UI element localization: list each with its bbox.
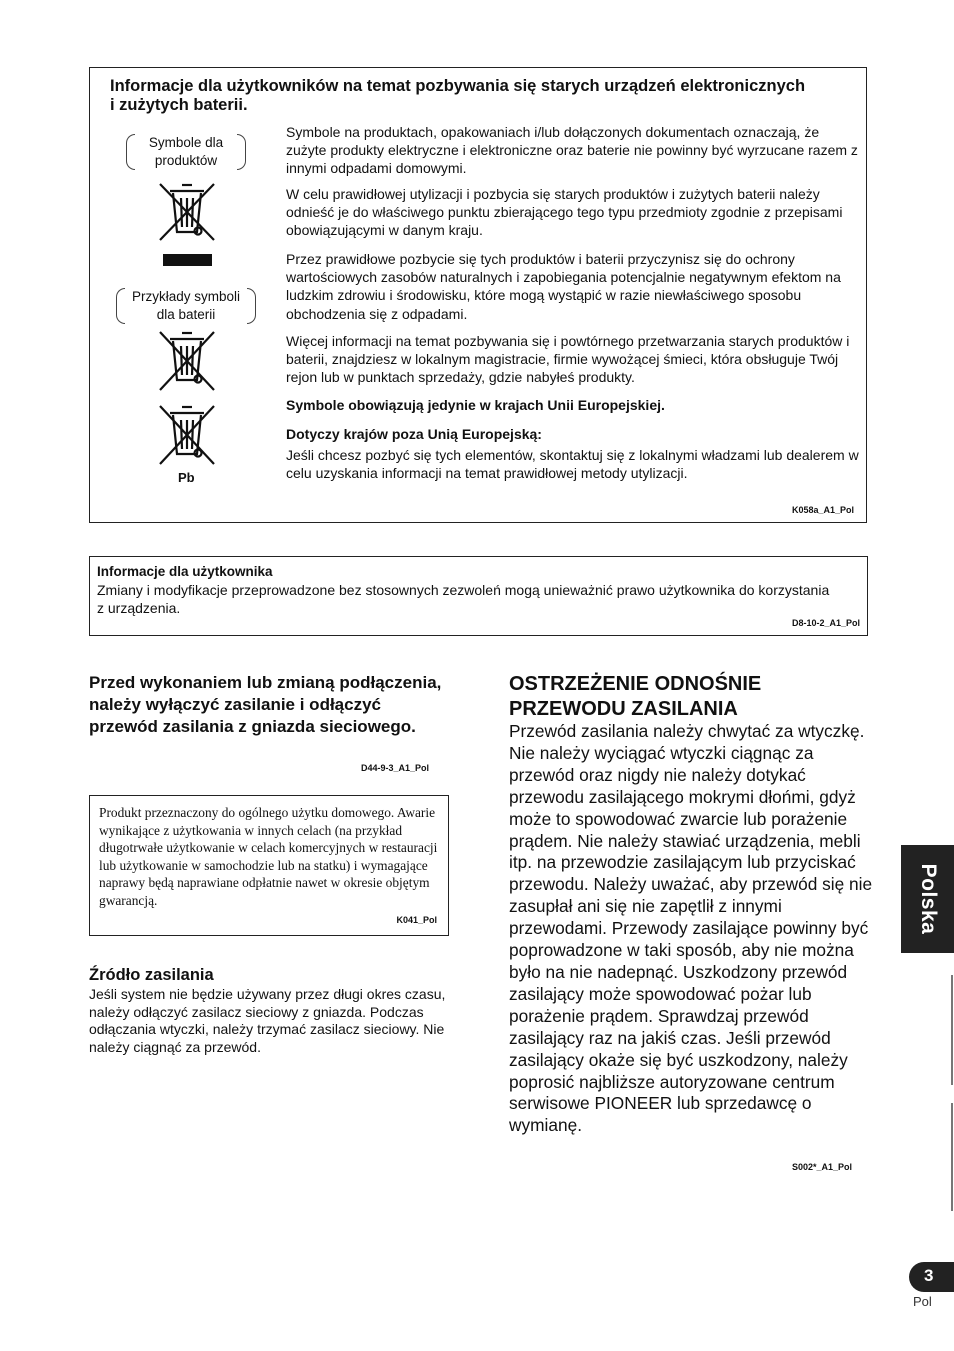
- reference-code: S002*_A1_Pol: [792, 1162, 853, 1172]
- recycling-info-title: Informacje dla użytkowników na temat pozbywania się starych urządzeń elektronicznych i zużytych baterii.: [110, 77, 806, 114]
- power-cord-warning-text: Przewód zasilania należy chwytać za wtyczkę. Nie należy wyciągać wtyczki ciągnąc za przewód oraz nigdy nie należy dotykać przewodu zasilającego mokrymi dłońmi, gdyż może to spowodować zwarcie lub porażenie prądem. Nie należy stawiać urządzenia, mebli itp. na przewodzie zasilającym lub przyciskać przewodu. Należy uważać, aby przewód się nie zasupłał ani się nie zapętlił z innymi przewodami. Przewody zasilające powinny być poprowadzone w taki sposób, aby nie można było na nie nadepnąć. Uszkodzony przewód zasilający może spowodować pożar lub porażenie prądem. Sprawdzaj przewód zasilający raz na jakiś czas. Jeśli przewód zasilający okaże się być uszkodzony, należy poprosić najbliższe autoryzowane centrum serwisowe PIONEER lub sprzedawcę o wymianę.: [509, 721, 873, 1136]
- user-info-text: Zmiany i modyfikacje przeprowadzone bez stosownych zezwoleń mogą unieważnić prawo użytkownika do korzystania z urządzenia.: [97, 582, 830, 616]
- recycling-paragraph: Więcej informacji na temat pozbywania się i powtórnego przetwarzania starych produktów i baterii, znajdziesz w lokalnym magistracie, firmie wywożącej śmieci, która obsługuje Twój rejon lub w punktach sprzedaży, gdzie nabyłeś produkty.: [286, 333, 850, 386]
- page-number-badge: [909, 1262, 954, 1292]
- page-number: 3: [924, 1266, 934, 1285]
- language-side-tab: [901, 845, 954, 953]
- right-bracket-icon: [237, 134, 246, 170]
- user-info-title: Informacje dla użytkownika: [97, 564, 273, 579]
- black-bar-icon: [163, 254, 212, 266]
- household-use-text: Produkt przeznaczony do ogólnego użytku domowego. Awarie wynikające z użytkowania w innych celach (na przykład długotrwałe użytkowanie w celach komercyjnych w restauracji lub użytkowanie w samochodzie lub na statku) i wymagające naprawy będą naprawiane odpłatnie nawet w okresie objętym gwarancją.: [99, 805, 438, 908]
- disconnect-warning: Przed wykonaniem lub zmianą podłączenia, należy wyłączyć zasilanie i odłączyć przewód zasilania z gniazda sieciowego.: [89, 673, 442, 736]
- pb-label: Pb: [178, 470, 195, 485]
- products-symbol-label: Symbole dla produktów: [148, 135, 224, 168]
- battery-symbol-label: Przykłady symboli dla baterii: [131, 289, 241, 322]
- power-source-title: Źródło zasilania: [89, 966, 214, 984]
- margin-divider: [951, 975, 953, 1085]
- eu-only-note: Symbole obowiązują jedynie w krajach Unii Europejskiej.: [286, 397, 665, 413]
- household-use-box: [89, 795, 449, 936]
- reference-code: D44-9-3_A1_Pol: [361, 763, 430, 773]
- left-bracket-icon: [116, 288, 125, 324]
- non-eu-heading: Dotyczy krajów poza Unią Europejską:: [286, 426, 542, 442]
- page-language-code: Pol: [913, 1294, 932, 1309]
- right-bracket-icon: [247, 288, 256, 324]
- crossed-bin-battery-icon: [156, 328, 218, 394]
- recycling-paragraph: Symbole na produktach, opakowaniach i/lub dołączonych dokumentach oznaczają, że zużyte produkty elektryczne i elektroniczne oraz baterie nie powinny być wyrzucane razem z innymi odpadami domowymi.: [286, 124, 858, 177]
- reference-code: K058a_A1_Pol: [791, 505, 854, 515]
- power-cord-warning-title: OSTRZEŻENIE ODNOŚNIE PRZEWODU ZASILANIA: [509, 673, 762, 720]
- recycling-paragraph: W celu prawidłowej utylizacji i pozbycia się starych produktów i zużytych baterii należy odnieść je do właściwego punktu zbierającego tego typu przedmioty zgodnie z przepisami obowiązującymi w danym kraju.: [286, 186, 843, 239]
- non-eu-text: Jeśli chcesz pozbyć się tych elementów, skontaktuj się z lokalnymi władzami lub dealerem w celu uzyskania informacji na temat prawidłowej metody utylizacji.: [286, 447, 859, 482]
- language-side-tab-label: Polska: [916, 863, 940, 935]
- margin-divider: [951, 1103, 953, 1211]
- battery-symbol-label-group: [126, 288, 246, 324]
- power-source-text: Jeśli system nie będzie używany przez długi okres czasu, należy odłączyć zasilacz sieciowy z gniazda. Podczas odłączania wtyczki, należy trzymać zasilacz sieciowy. Nie należy ciągnąć za przewód.: [89, 986, 446, 1055]
- recycling-paragraph: Przez prawidłowe pozbycie się tych produktów i baterii przyczynisz się do ochrony wartościowych zasobów naturalnych i zapobiegania potencjalnie negatywnym efektom na ludzkim zdrowiu i środowisku, które mogą wystąpić w razie niewłaściwego sposobu obchodzenia się z odpadami.: [286, 251, 841, 322]
- recycling-info-box: [89, 67, 867, 523]
- products-symbol-label-group: [136, 134, 236, 170]
- reference-code: D8-10-2_A1_Pol: [791, 618, 860, 628]
- reference-code: K041_Pol: [396, 915, 437, 925]
- crossed-bin-product-icon: [156, 180, 218, 244]
- left-bracket-icon: [126, 134, 135, 170]
- user-info-box: [89, 556, 868, 636]
- crossed-bin-battery-pb-icon: [156, 402, 218, 468]
